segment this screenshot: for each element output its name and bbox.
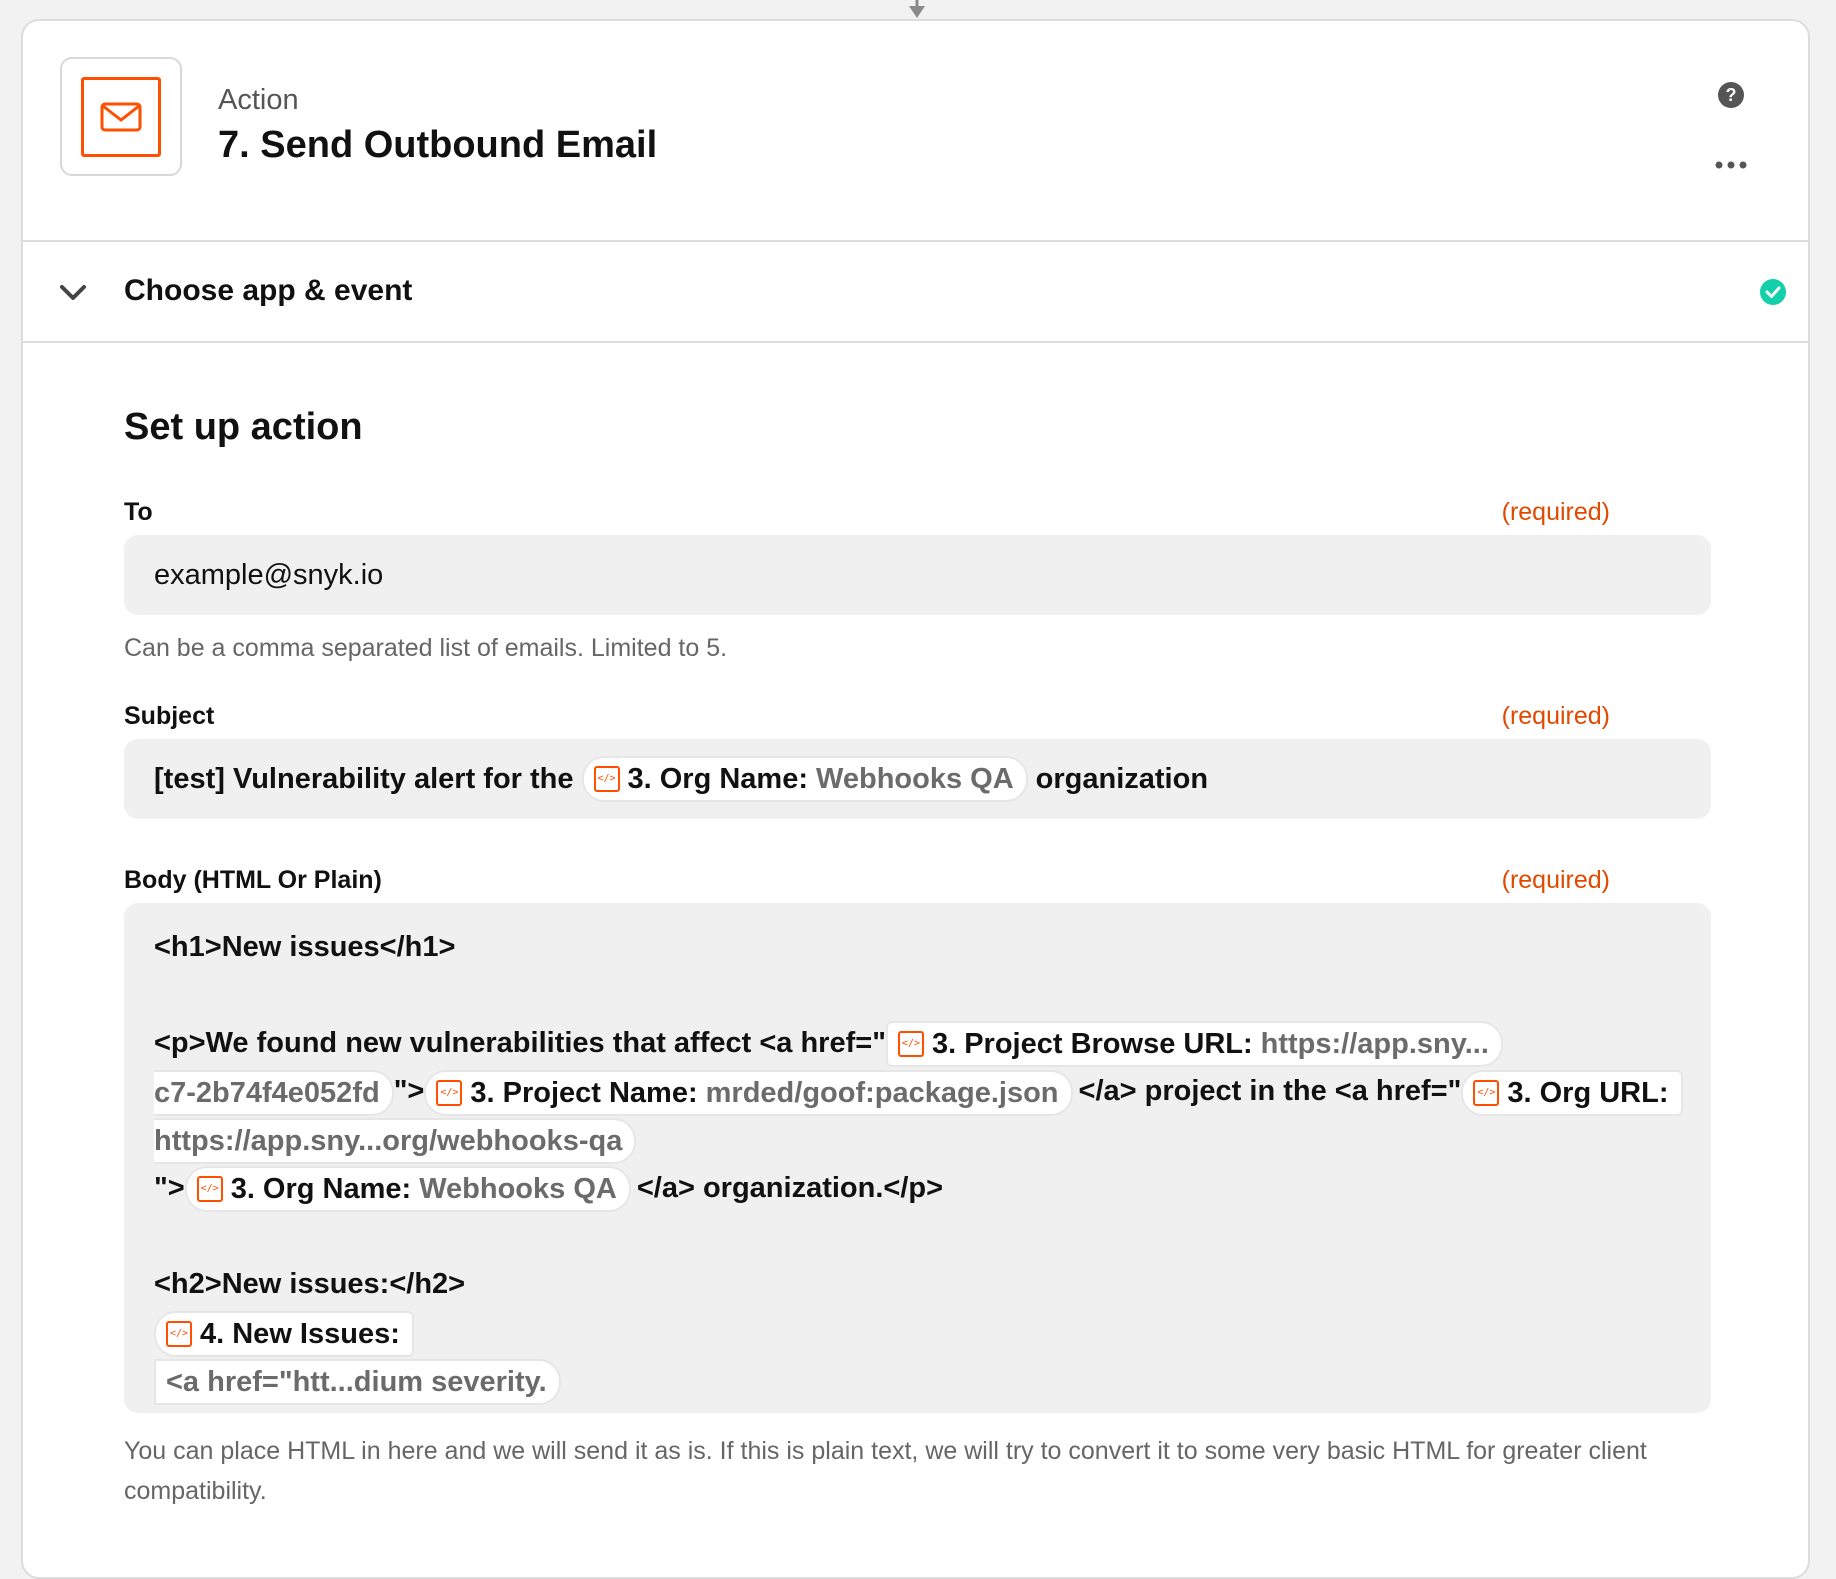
- chevron-down-icon: [56, 276, 90, 310]
- help-icon[interactable]: [1716, 80, 1746, 110]
- project-browse-url-pill-tail[interactable]: [154, 1070, 394, 1116]
- org-url-pill-tail[interactable]: [154, 1118, 636, 1164]
- body-line-org-name: [154, 1164, 1681, 1212]
- code-icon: </>: [436, 1080, 462, 1106]
- body-text-p-open: <p>We found new vulnerabilities that affect <a href=": [154, 1027, 886, 1059]
- pill-key: 3. Project Browse URL:: [931, 1028, 1253, 1061]
- email-icon: [81, 77, 161, 157]
- pill-value: https://app.sny...: [1260, 1028, 1489, 1061]
- body-line-issues-tail: [154, 1357, 1681, 1405]
- subject-org-name-pill[interactable]: [582, 756, 1028, 802]
- body-text: ">: [154, 1172, 185, 1205]
- pill-key: 3. Org Name:: [627, 762, 808, 795]
- to-value: example@snyk.io: [154, 558, 384, 591]
- pill-value: c7-2b74f4e052fd: [154, 1076, 380, 1109]
- body-line-h2: <h2>New issues:</h2>: [154, 1268, 466, 1301]
- body-blank-line: [154, 971, 1681, 1019]
- pill-key: 4. New Issues:: [200, 1317, 400, 1350]
- pill-key: 3. Org Name:: [230, 1173, 412, 1206]
- code-icon: </>: [594, 766, 620, 792]
- body-line-issues: [154, 1308, 1681, 1356]
- pill-value: https://app.sny...org/webhooks-qa: [154, 1125, 623, 1158]
- body-help-line2: compatibility.: [124, 1477, 267, 1505]
- body-line-h1: <h1>New issues</h1>: [154, 931, 456, 963]
- app-icon-tile[interactable]: [60, 57, 182, 176]
- code-icon: </>: [898, 1031, 924, 1057]
- step-header: [23, 21, 1808, 242]
- body-text: ">: [393, 1075, 425, 1108]
- project-name-pill[interactable]: [424, 1070, 1072, 1116]
- check-circle-icon: [1759, 278, 1787, 306]
- to-required: (required): [1501, 498, 1610, 526]
- choose-app-event-section[interactable]: [23, 242, 1808, 343]
- body-line-project: [154, 1067, 1681, 1115]
- svg-text:?: ?: [1725, 85, 1737, 105]
- code-icon: </>: [1473, 1080, 1499, 1106]
- subject-text-before: [test] Vulnerability alert for the: [154, 762, 574, 795]
- to-label: To: [124, 498, 153, 526]
- pill-key: 3. Project Name:: [470, 1076, 698, 1109]
- pill-value: mrded/goof:package.json: [705, 1076, 1059, 1109]
- body-required: (required): [1501, 866, 1610, 894]
- setup-title: Set up action: [124, 406, 363, 448]
- org-name-pill[interactable]: [185, 1166, 631, 1212]
- pill-key: 3. Org URL:: [1507, 1076, 1669, 1109]
- to-field[interactable]: [124, 535, 1711, 615]
- body-line-p: [154, 1019, 1681, 1067]
- body-text: </a> organization.</p>: [636, 1172, 944, 1205]
- subject-required: (required): [1501, 702, 1610, 730]
- subject-text-after: organization: [1035, 762, 1209, 795]
- code-icon: </>: [197, 1176, 223, 1202]
- new-issues-pill[interactable]: [154, 1311, 414, 1357]
- connector-arrow-icon: [907, 0, 927, 20]
- pill-value: Webhooks QA: [419, 1173, 617, 1206]
- step-card: [21, 19, 1810, 1579]
- more-options-icon[interactable]: [1713, 157, 1749, 173]
- body-label: Body (HTML Or Plain): [124, 866, 382, 894]
- new-issues-pill-tail[interactable]: [154, 1359, 561, 1405]
- subject-field[interactable]: [124, 739, 1711, 819]
- subject-label: Subject: [124, 702, 215, 730]
- code-icon: </>: [166, 1321, 192, 1347]
- pill-value: Webhooks QA: [816, 762, 1014, 795]
- body-help-line1: You can place HTML in here and we will send it as is. If this is plain text, we will try to convert it to some very basic HTML for greater client: [124, 1437, 1647, 1465]
- section-title: Choose app & event: [124, 274, 413, 307]
- body-field[interactable]: [124, 903, 1711, 1413]
- body-text: </a> project in the <a href=": [1078, 1075, 1462, 1108]
- org-url-pill[interactable]: [1461, 1070, 1682, 1116]
- to-help: Can be a comma separated list of emails. Limited to 5.: [124, 634, 728, 662]
- step-kind-label: Action: [218, 84, 299, 116]
- step-title[interactable]: 7. Send Outbound Email: [218, 124, 658, 166]
- body-help: [124, 1431, 1724, 1511]
- body-blank-line: [154, 1212, 1681, 1260]
- body-line-org-url: [154, 1116, 1681, 1164]
- pill-value: <a href="htt...dium severity.: [166, 1366, 547, 1399]
- project-browse-url-pill[interactable]: [886, 1021, 1503, 1067]
